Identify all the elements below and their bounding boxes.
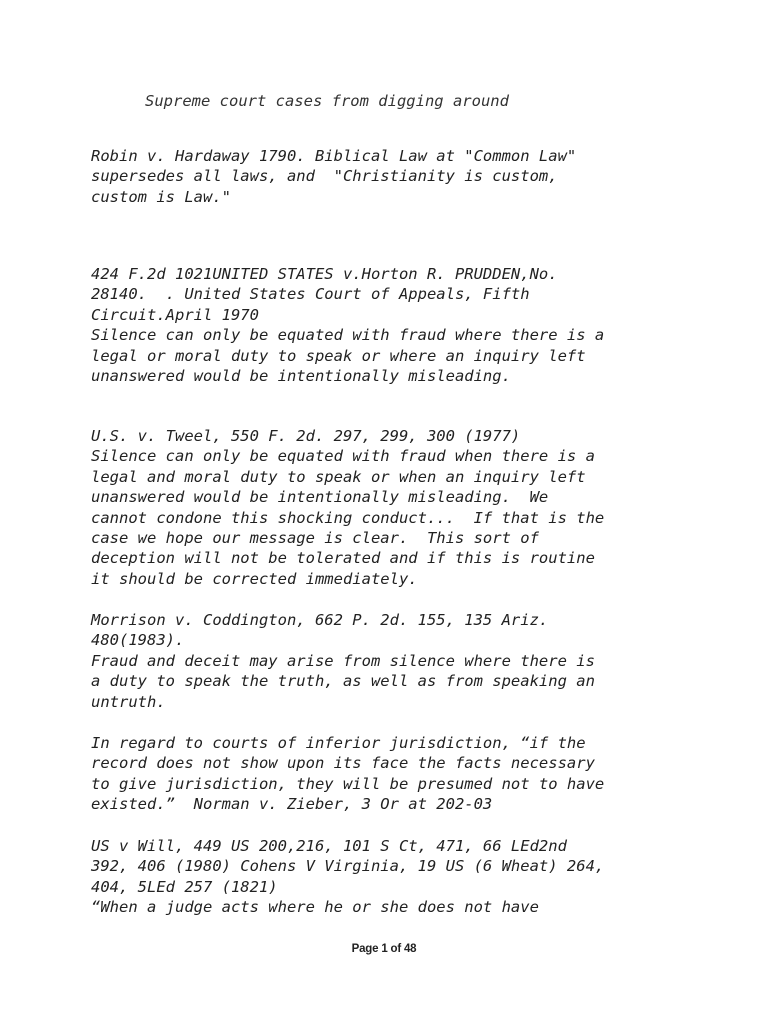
- text-line: unanswered would be intentionally misleading.: [91, 366, 511, 385]
- section-robin-v-hardaway: [91, 146, 691, 207]
- text-line: record does not show upon its face the facts necessary: [91, 754, 595, 773]
- text-line: In regard to courts of inferior jurisdiction, “if the: [91, 734, 586, 752]
- section-us-v-tweel: [91, 426, 691, 589]
- section-inferior-jurisdiction: [91, 733, 691, 815]
- page-separator: of: [387, 943, 404, 955]
- text-line: 480(1983).: [91, 631, 185, 650]
- text-line: Silence can only be equated with fraud when there is a: [91, 447, 595, 466]
- page-current: 1: [381, 943, 388, 955]
- text-line: Morrison v. Coddington, 662 P. 2d. 155, 135 Ariz.: [91, 611, 549, 629]
- text-line: Fraud and deceit may arise from silence where there is: [91, 651, 595, 670]
- text-line: untruth.: [91, 692, 166, 711]
- text-line: 424 F.2d 1021UNITED STATES v.Horton R. PRUDDEN,No.: [91, 265, 558, 283]
- text-line: “When a judge acts where he or she does not have: [91, 898, 539, 917]
- text-line: a duty to speak the truth, as well as from speaking an: [91, 672, 595, 691]
- page-number-footer: [0, 943, 768, 955]
- section-morrison-v-coddington: [91, 610, 691, 712]
- section-us-v-prudden: [91, 264, 691, 386]
- text-line: 404, 5LEd 257 (1821): [91, 877, 278, 896]
- text-line: supersedes all laws, and "Christianity is custom,: [91, 167, 558, 186]
- text-line: Circuit.April 1970: [91, 305, 259, 324]
- text-line: U.S. v. Tweel, 550 F. 2d. 297, 299, 300 (1977): [91, 427, 521, 445]
- text-line: case we hope our message is clear. This sort of: [91, 528, 539, 547]
- text-line: to give jurisdiction, they will be presumed not to have: [91, 774, 605, 793]
- text-line: deception will not be tolerated and if this is routine: [91, 549, 595, 568]
- text-line: legal and moral duty to speak or when an inquiry left: [91, 467, 586, 486]
- text-line: 28140. . United States Court of Appeals, Fifth: [91, 285, 530, 304]
- text-line: legal or moral duty to speak or where an inquiry left: [91, 346, 586, 365]
- page-total: 48: [403, 943, 417, 955]
- text-line: 392, 406 (1980) Cohens V Virginia, 19 US (6 Wheat) 264,: [91, 857, 605, 876]
- text-line: cannot condone this shocking conduct... If that is the: [91, 508, 605, 527]
- document-title: Supreme court cases from digging around: [145, 92, 509, 110]
- text-line: it should be corrected immediately.: [91, 569, 418, 588]
- text-line: US v Will, 449 US 200,216, 101 S Ct, 471, 66 LEd2nd: [91, 837, 567, 855]
- section-us-v-will: [91, 836, 691, 918]
- text-line: Robin v. Hardaway 1790. Biblical Law at "Common Law": [91, 147, 577, 165]
- page-label: Page: [351, 943, 382, 955]
- text-line: Silence can only be equated with fraud where there is a: [91, 326, 605, 345]
- text-line: custom is Law.": [91, 187, 231, 206]
- text-line: existed.” Norman v. Zieber, 3 Or at 202-03: [91, 795, 493, 814]
- text-line: unanswered would be intentionally misleading. We: [91, 488, 549, 507]
